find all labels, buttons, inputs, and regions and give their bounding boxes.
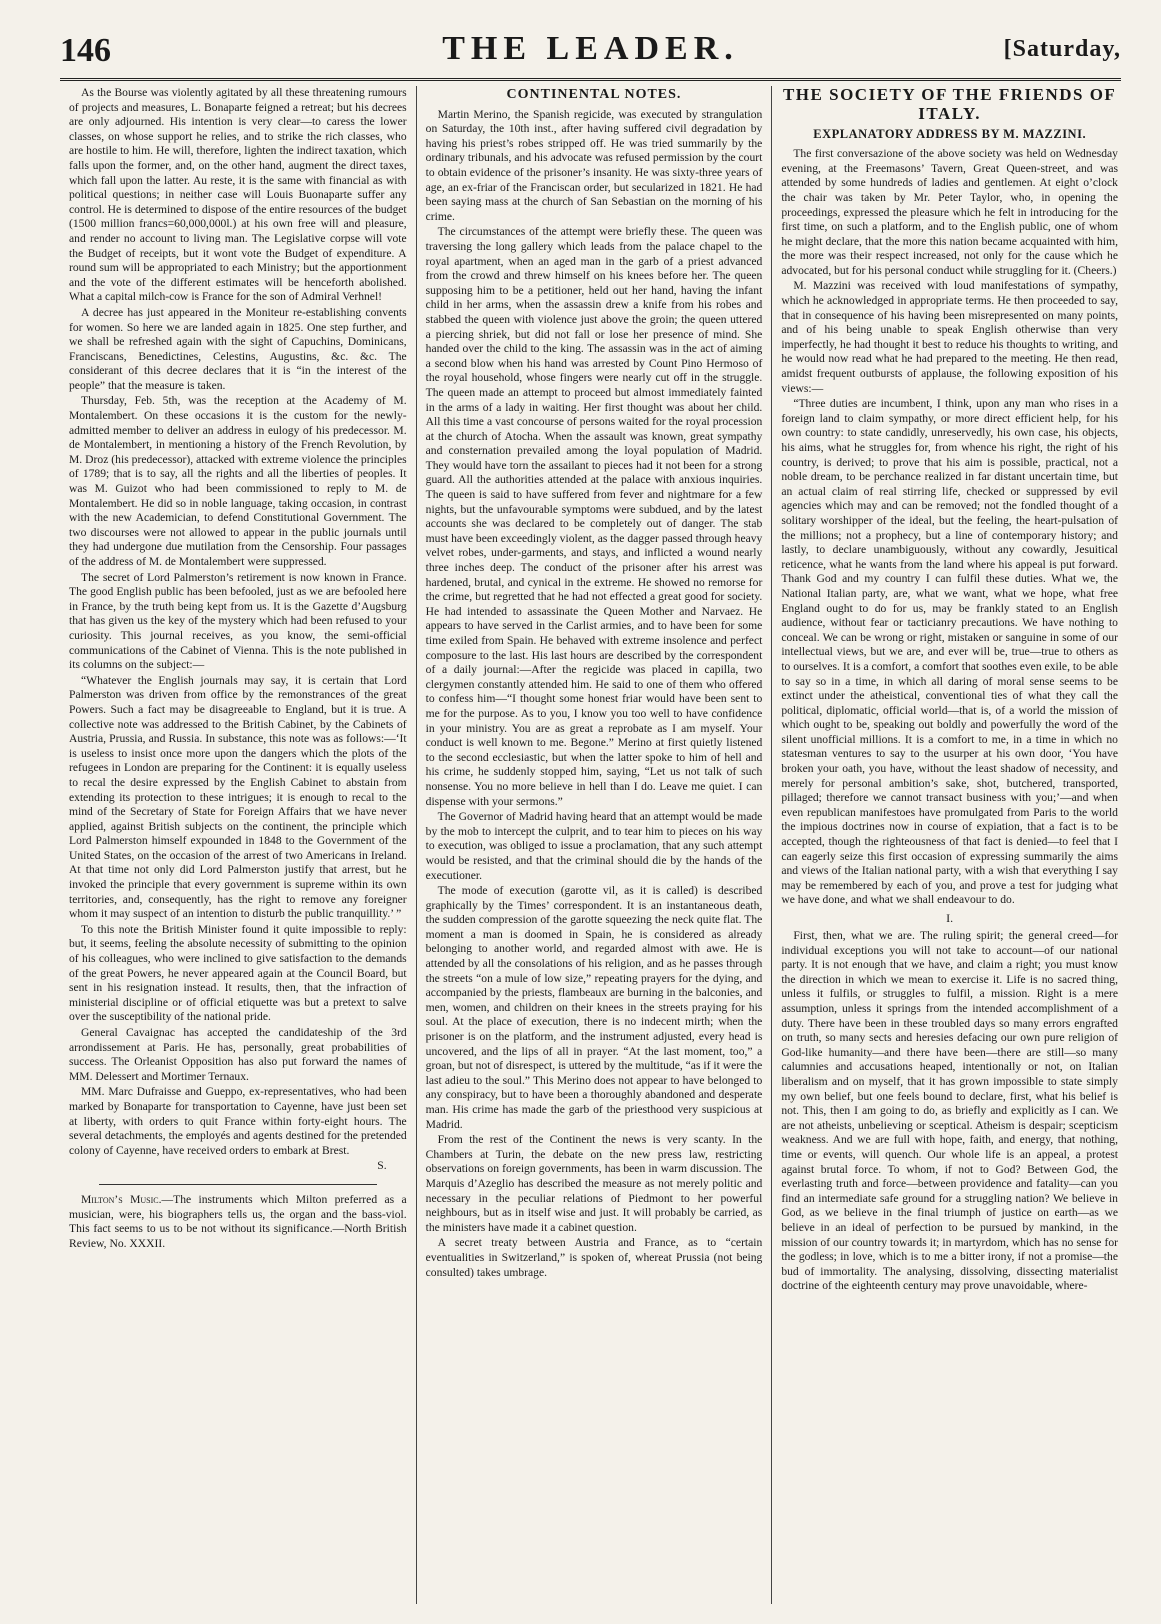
paragraph: A decree has just appeared in the Moniteur re-establishing convents for women. So here we are landed again in 1825. One step further, and we shall be refreshed again with the sight of Capuchins, Dominicans, Franciscans, Benedictines, Celestins, Augustins, &c. &c. The considerant of this decree declares that it is “in the interest of the people” that the measure is taken.	[69, 305, 407, 392]
paragraph: The first conversazione of the above society was held on Wednesday evening, at the Freemasons’ Tavern, Great Queen-street, and was attended by some hundreds of ladies and gentlemen. At eight o’clock the chair was taken by Mr. Peter Taylor, who, in opening the proceedings, expressed the pleasure which he felt in introducing for the first time, on such a platform, and to the English public, one of whom he might declare, that the more this nation became acquainted with him, the more was their respect increased, not only for the cause which he advocated, but for his personal conduct while struggling for it. (Cheers.)	[781, 147, 1118, 277]
paragraph: The mode of execution (garotte vil, as it is called) is described graphically by the Times’ correspondent. It is an instantaneous death, the sudden compression of the garotte squeezing the neck quite flat. The moment a man is doomed in Spain, he is considered as already belonging to another world, and regarded almost with awe. He is attended by all the consolations of his religion, and as he passes through the streets “on a mule of low size,” repeating prayers for the dying, and accompanied by the priests, flambeaux are burning in the balconies, and men, women, and children on their knees in the streets praying for his soul. At the place of execution, there is no indecent mirth; when the prisoner is on the platform, and the instrument adjusted, every head is uncovered, and the lips of all in prayer. “At the last moment, too,” a groan, but not of disrespect, is uttered by the multitude, “as if it were the last adieu to the soul.” This Merino does not appear to have belonged to any conspiracy, but to have been a thoroughly abandoned and desperate man. His crime has made the garb of the priesthood very suspicious at Madrid.	[425, 884, 763, 1131]
paragraph: “Three duties are incumbent, I think, upon any man who rises in a foreign land to claim sympathy, or more direct efficient help, for his own country: to state candidly, unreservedly, his own case, his objects, his aims, what he struggles for, from whence his right, the right of his country, is derived; to prove that his aim is possible, practical, not a noble dream, to be perchance realized in far distant uncertain time, but an actual claim of real stirring life, checked or suppressed by evil agencies which may and can be removed; not the fondled thought of a solitary worshipper of the ideal, but the feeling, the heart-pulsation of the millions; not a prophecy, but a line of contemporary history; and lastly, to declare unambiguously, without any cowardly, Jesuitical reticence, what he wants from the land where his appeal is put forward. Thank God and my country I can fulfil these duties. What we, the National Italian party, are, what we want, what we hope, what free England ought to do for us, may be frankly stated to an English audience, without fear or tacticianry precautions. We have nothing to conceal. We can be wrong or right, mistaken or sanguine in some of our intellectual views, but we are, and ever will be, true—true to others as to ourselves. It is a comfort, a comfort that soothes even exile, to be able to say so in a time, in which all daring of moral sense seems to be extinct under the atheistical, conventional ties of what they call the political, diplomatic, official world—that is, of a world the mission of which ought to be, speaking out boldly and powerfully the word of the silent unofficial millions. It is a comfort to me, in a time in which no statesman ventures to say to the usurper at his own door, ‘You have broken your oath, you have, without the least shadow of necessity, and merely for personal ambition’s sake, shot, butchered, transported, pillaged; therefore we cannot transact business with you;’—and when even republican manifestoes have promulgated from Paris to the world the impious doctrines now in course of expiation, that a fact is to be accepted, though the righteousness of that fact is denied—to feel that I can eagerly seize this first occasion of expressing summarily the aims and views of the Italian national party, with a wish that everything I say may be remembered by each of you, and prove a test for judging what we have done, and what we shall endeavour to do.	[781, 397, 1118, 907]
paragraph: Thursday, Feb. 5th, was the reception at the Academy of M. Montalembert. On these occasions it is the custom for the newly-admitted member to deliver an address in eulogy of his predecessor. M. de Montalembert, in mentioning a history of the French Revolution, by M. Droz (his predecessor), attacked with extreme violence the principles of 1789; that is to say, all the rights and all the liberties of peoples. It was M. Guizot who had been commissioned to reply to M. de Montalembert. He did so in noble language, taking occasion, in contrast with the new Academician, to defend Constitutional Government. The two discourses were not allowed to appear in the public journals until they had undergone due mutilation from the Censorship. Four passages of the address of M. de Montalembert were suppressed.	[69, 394, 407, 568]
milton-note-body: —The instruments which Milton preferred as a musician, were, his biographers tells us, the organ and the bass-viol. This fact seems to us to be not without its significance.—North British Review, No. XXXII.	[69, 1192, 407, 1250]
paragraph: M. Mazzini was received with loud manifestations of sympathy, which he acknowledged in appropriate terms. He then proceeded to say, that in consequence of his having been misrepresented on many points, and of his being unable to speak English otherwise than very imperfectly, he had thought it best to reduce his thoughts to writing, and he would now read what he had prepared to the meeting. He then read, amidst frequent outbursts of applause, the following exposition of his views:—	[781, 279, 1118, 395]
paragraph: The secret of Lord Palmerston’s retirement is now known in France. The good English public has been befooled, just as we are befooled here in France, by the truth being kept from us. It is the Gazette d’Augsburg that has given us the key of the mystery which had been refused to your curiosity. This journal receives, as you know, the semi-official communications of the Cabinet of Vienna. This is the note published in its columns on the subject:—	[69, 570, 407, 672]
paragraph: “Whatever the English journals may say, it is certain that Lord Palmerston was driven from office by the remonstrances of the great Powers. Such a fact may be disagreeable to England, but it is true. A collective note was addressed to the British Cabinet, by the Cabinets of Austria, Prussia, and Russia. In substance, this note was as follows:—‘It is useless to insist once more upon the dangers which the plots of the refugees in London are preparing for the Continent: it is equally useless to recal the desire expressed by the English Cabinet to abstain from extending its protection to these intrigues; it is enough to recal to the mind of the Secretary of State for Foreign Affairs that we have never applied, against British subjects on the continent, the principle which Lord Palmerston himself expounded in 1848 to the Government of the United States, on the occasion of the arrest of two Americans in Ireland. At that time not only did Lord Palmerston justify that arrest, but he invoked the principle that every government is supreme within its own territories, and, consequently, has the right to remove any foreigner whom it may suspect of an intention to disturb the public tranquillity.’ ”	[69, 673, 407, 921]
paragraph: General Cavaignac has accepted the candidateship of the 3rd arrondissement at Paris. He has, personally, great probabilities of success. The Orleanist Opposition has also put forward the names of MM. Delessert and Mortimer Ternaux.	[69, 1026, 407, 1083]
section-heading: THE SOCIETY OF THE FRIENDS OF ITALY.	[782, 86, 1117, 123]
paragraph: A secret treaty between Austria and France, as to “certain eventualities in Switzerland,” is spoken of, whereat Prussia (not being consulted) takes umbrage.	[425, 1236, 763, 1279]
paragraph: Martin Merino, the Spanish regicide, was executed by strangulation on Saturday, the 10th inst., after having suffered civil degradation by having his priest’s robes stripped off. He was tried summarily by the ordinary tribunals, and his advocate was refused permission by the court to obtain evidence of the prisoner’s insanity. He was sixty-three years of age, an ex-friar of the Franciscan order, but secularized in 1821. He had been saying mass at the church of San Sebastian on the morning of his crime.	[425, 107, 763, 223]
paragraph: As the Bourse was violently agitated by all these threatening rumours of projects and measures, L. Bonaparte feigned a retreat; but his decrees are only adjourned. His intention is very clear—to caress the lower classes, on whose support he relies, and to strike the rich classes, who are hostile to him. He will, therefore, lighten the indirect taxation, which falls upon the former, and, on the other hand, augment the direct taxes, which fall upon the latter. Au reste, it is the same with financial as with political questions; in neither case will Louis Buonaparte suffer any control. He is determined to dispose of the entire resources of the budget (1500 million francs=60,000,000l.) at his own free will and pleasure, and render no account to living man. The Legislative corpse will vote the Budget of receipts, but it wont vote the Budget of expenditure. A round sum will be appropriated to each Ministry; but the apportionment and the vote of the different estimates will be henceforth abolished. What a capital milch-cow is France for the son of Admiral Verhnel!	[69, 86, 407, 304]
divider	[99, 1184, 377, 1185]
paragraph: From the rest of the Continent the news is very scanty. In the Chambers at Turin, the debate on the new press law, restricting observations on foreign governments, has been in warm discussion. The Marquis d’Azeglio has described the measure as not merely politic and necessary in the peculiar relations of Piedmont to her powerful neighbours, but as in itself wise and just. It will probably be carried, as the ministers have made it a cabinet question.	[425, 1133, 763, 1234]
masthead-title: THE LEADER.	[442, 30, 739, 67]
milton-note-lead: Milton’s Music.	[81, 1192, 162, 1206]
paragraph: To this note the British Minister found it quite impossible to reply: but, it seems, feeling the absolute necessity of submitting to the opinion of his colleagues, who were inclined to give satisfaction to the demands of the great Powers, he never appeared again at the Council Board, but sent in his resignation instead. It results, then, that the infraction of ministerial discipline or of official etiquette was but a pretext to salve over the susceptibility of the national pride.	[69, 922, 407, 1024]
column-1	[60, 86, 416, 1604]
paragraph: The circumstances of the attempt were briefly these. The queen was traversing the long gallery which leads from the palace chapel to the royal apartment, when an aged man in the garb of a priest advanced from the crowd and threw himself on his knees before her. The queen supposing him to be a petitioner, held out her hand, having the infant child in her arms, when the assassin drew a knife from his robes and stabbed the queen with violence just above the groin; the queen uttered a piercing shriek, but did not fall or lose her presence of mind. She handed over the child to the king. The assassin was in the act of aiming a second blow when his hand was arrested by Count Pino Hermoso of the royal household, whose fingers were nearly cut off in the struggle. The queen made an attempt to proceed but almost immediately fainted in the arms of a lady in waiting. Her first thought was about her child. All this time a vast concourse of persons waited for the royal procession at the church of Atocha. When the assault was known, great sympathy and consternation prevailed among the loyal population of Madrid. They would have torn the assailant to pieces had it not been for a strong guard. All the authorities attended at the palace with anxious inquiries. The queen is said to have suffered from fever and nightmare for a few nights, but the unfavourable symptoms were subdued, and by the latest accounts she was declared to be completely out of danger. The stab must have been exceedingly violent, as the dagger passed through heavy velvet robes, under-garments, and stays, and inflicted a wound nearly three inches deep. The conduct of the prisoner after his arrest was hardened, brutal, and cynical in the extreme. He showed no remorse for the crime, but regretted that he had not effected a great good for society. He had intended to assassinate the Queen Mother and Narvaez. He appears to have served in the Carlist armies, and to have been for some time exiled from Spain. He behaved with extreme insolence and perfect composure to the last. His last hours are described by the correspondent of a daily journal:—After the regicide was placed in capilla, two clergymen constantly attended him. He said to one of them who offered to confess him—“I thought some honest friar would have been sent to me for the purpose. As to you, I know you too well to have confidence in your ministry. You are as great a reprobate as I am myself. Your conduct is well known to me. Begone.” Merino at first quietly listened to the second ecclesiastic, but when the latter spoke to him of hell and his crime, he suddenly stopped him, saying, “Let us not talk of such nonsense. You no more believe in hell than I do. Leave me quiet. I can dispense with your sermons.”	[425, 225, 763, 808]
issue-day: [Saturday,	[1003, 36, 1121, 62]
page-number: 146	[60, 32, 111, 69]
column-2	[416, 86, 772, 1604]
milton-note	[69, 1193, 407, 1251]
paragraph: The Governor of Madrid having heard that an attempt would be made by the mob to intercept the culprit, and to tear him to pieces on his way to execution, was obliged to issue a proclamation, that any such attempt would be resisted, and that the criminal should die by the hands of the executioner.	[425, 810, 763, 882]
section-marker: I.	[946, 911, 954, 925]
column-3	[771, 86, 1127, 1604]
section-heading: CONTINENTAL NOTES.	[506, 87, 682, 102]
signature: S.	[377, 1159, 387, 1173]
article-columns	[60, 86, 1127, 1604]
section-subheading: EXPLANATORY ADDRESS BY M. MAZZINI.	[813, 127, 1087, 142]
paragraph: MM. Marc Dufraisse and Gueppo, ex-representatives, who had been marked by Bonaparte for transportation to Cayenne, have just been set at liberty, with orders to quit France within forty-eight hours. The several detachments, the employés and agents destined for the pretended colony of Cayenne, have received orders to embark at Brest.	[69, 1085, 407, 1157]
page-header	[60, 28, 1121, 81]
paragraph: First, then, what we are. The ruling spirit; the general creed—for individual exceptions you will not take to account—of our national party. It is not enough that we have, and claim a right; you must know the direction in which we mean to exercise it. Life is no sacred thing, unless it fulfils, or struggles to fulfil, a mission. Right is a mere assumption, unless it springs from the intended accomplishment of a duty. There have been in these troubled days so many errors engrafted on truth, so many sects and heresies defacing our own pure religion of God-like humanity—and there have been—there are still—so many calumnies and accusations heaped, intentionally or not, on Italian liberalism and on myself, that it has grown impossible to state simply my own belief, but one feels bound to declare, first, what his belief is not. This, then I am going to do, as briefly and explicitly as I can. We are not atheists, unbelieving or sceptical. Atheism is despair; scepticism weakness. And we are full with hope, faith, and energy, that nothing, time or events, will quench. Our whole life is an appeal, a protest against brutal force. To whom, if not to God? Between God, the everlasting truth and force—between providence and fatality—can you find an intermediate safe ground for a struggling nation? We believe in God, as we believe in the final triumph of justice on earth—as we believe in an ideal of perfection to be pursued by mankind, in the mission of our country towards it; in martyrdom, which has no sense for the godless; in love, which is to me a bitter irony, if not a promise—the bud of immortality. The analysing, dissolving, dissecting materialist doctrine of the eighteenth century may prove unavoidable, where-	[781, 929, 1118, 1293]
